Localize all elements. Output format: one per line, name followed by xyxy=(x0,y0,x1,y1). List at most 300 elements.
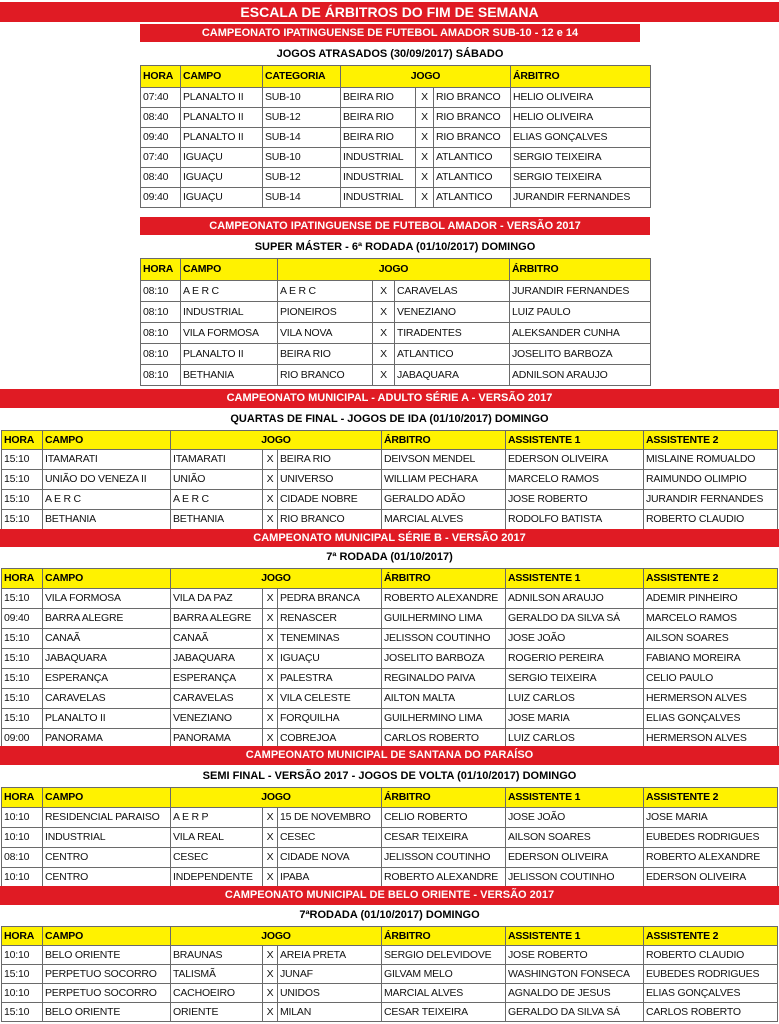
table-cell: X xyxy=(373,281,395,302)
header-arbitro: ÁRBITRO xyxy=(382,927,506,946)
table-cell: JURANDIR FERNANDES xyxy=(511,188,651,208)
table-cell: ROBERTO ALEXANDRE xyxy=(644,848,778,868)
table-row xyxy=(141,344,651,365)
table-cell: 08:10 xyxy=(141,281,181,302)
table-cell: X xyxy=(263,984,278,1003)
table-cell: PLANALTO II xyxy=(181,88,263,108)
table-cell: ELIAS GONÇALVES xyxy=(511,128,651,148)
table-cell: IGUAÇU xyxy=(278,649,382,669)
table-cell: CENTRO xyxy=(43,868,171,888)
table-cell: 09:00 xyxy=(2,729,43,749)
section-title: CAMPEONATO MUNICIPAL DE BELO ORIENTE - VERSÃO 2017 xyxy=(0,886,779,905)
table-row xyxy=(141,108,651,128)
table-cell: VILA NOVA xyxy=(278,323,373,344)
section-subtitle: JOGOS ATRASADOS (30/09/2017) SÁBADO xyxy=(140,44,640,64)
table-cell: X xyxy=(263,868,278,888)
table-cell: BEIRA RIO xyxy=(341,108,416,128)
table-cell: ROBERTO CLAUDIO xyxy=(644,510,778,530)
table-cell: RODOLFO BATISTA xyxy=(506,510,644,530)
table-row xyxy=(2,1003,778,1022)
header-jogo: JOGO xyxy=(171,569,382,589)
table-cell: FORQUILHA xyxy=(278,709,382,729)
table-cell: AILTON MALTA xyxy=(382,689,506,709)
table-cell: 15:10 xyxy=(2,709,43,729)
table-cell: 15:10 xyxy=(2,450,43,470)
table-cell: A E R C xyxy=(171,490,263,510)
table-cell: 10:10 xyxy=(2,946,43,965)
header-assistente-2: ASSISTENTE 2 xyxy=(644,788,778,808)
header-jogo: JOGO xyxy=(171,431,382,450)
table-cell: X xyxy=(263,669,278,689)
schedule-table xyxy=(1,568,778,749)
table-cell: IGUAÇU xyxy=(181,168,263,188)
table-cell: X xyxy=(416,128,434,148)
header-hora: HORA xyxy=(2,431,43,450)
table-cell: JOSE JOÃO xyxy=(506,808,644,828)
table-cell: CESAR TEIXEIRA xyxy=(382,828,506,848)
table-cell: ESPERANÇA xyxy=(43,669,171,689)
table-cell: ITAMARATI xyxy=(43,450,171,470)
table-cell: ATLANTICO xyxy=(434,168,511,188)
table-cell: JUNAF xyxy=(278,965,382,984)
table-cell: WASHINGTON FONSECA xyxy=(506,965,644,984)
table-cell: 09:40 xyxy=(2,609,43,629)
table-cell: PLANALTO II xyxy=(181,108,263,128)
table-cell: JURANDIR FERNANDES xyxy=(644,490,778,510)
table-cell: ITAMARATI xyxy=(171,450,263,470)
table-cell: X xyxy=(373,365,395,386)
table-row xyxy=(2,808,778,828)
table-cell: RIO BRANCO xyxy=(278,510,382,530)
table-cell: JOSE MARIA xyxy=(644,808,778,828)
section-title: CAMPEONATO MUNICIPAL SÉRIE B - VERSÃO 2017 xyxy=(0,529,779,547)
table-cell: X xyxy=(263,629,278,649)
table-cell: BARRA ALEGRE xyxy=(171,609,263,629)
header-categoria: CATEGORIA xyxy=(263,66,341,88)
table-cell: A E R C xyxy=(43,490,171,510)
table-cell: 08:40 xyxy=(141,108,181,128)
table-row xyxy=(2,669,778,689)
table-cell: JOSE JOÃO xyxy=(506,629,644,649)
table-cell: JOSE MARIA xyxy=(506,709,644,729)
table-row xyxy=(2,609,778,629)
table-cell: EUBEDES RODRIGUES xyxy=(644,965,778,984)
table-cell: UNIÃO xyxy=(171,470,263,490)
header-hora: HORA xyxy=(141,259,181,281)
table-row xyxy=(141,188,651,208)
table-cell: AILSON SOARES xyxy=(644,629,778,649)
header-hora: HORA xyxy=(2,788,43,808)
header-assistente-1: ASSISTENTE 1 xyxy=(506,927,644,946)
table-cell: 08:10 xyxy=(141,365,181,386)
table-cell: CARAVELAS xyxy=(395,281,510,302)
section-subtitle: 7ªRODADA (01/10/2017) DOMINGO xyxy=(0,906,779,925)
table-cell: TENEMINAS xyxy=(278,629,382,649)
table-cell: EUBEDES RODRIGUES xyxy=(644,828,778,848)
table-cell: MARCELO RAMOS xyxy=(506,470,644,490)
header-hora: HORA xyxy=(141,66,181,88)
table-cell: 15 DE NOVEMBRO xyxy=(278,808,382,828)
table-cell: 15:10 xyxy=(2,510,43,530)
table-cell: A E R C xyxy=(181,281,278,302)
table-row xyxy=(2,848,778,868)
table-cell: ROGERIO PEREIRA xyxy=(506,649,644,669)
table-cell: RIO BRANCO xyxy=(278,365,373,386)
table-cell: X xyxy=(263,709,278,729)
table-cell: EDERSON OLIVEIRA xyxy=(506,450,644,470)
table-cell: ATLANTICO xyxy=(395,344,510,365)
table-cell: CESEC xyxy=(278,828,382,848)
table-cell: CESEC xyxy=(171,848,263,868)
table-cell: INDUSTRIAL xyxy=(43,828,171,848)
table-cell: CIDADE NOBRE xyxy=(278,490,382,510)
header-jogo: JOGO xyxy=(171,927,382,946)
table-cell: EDERSON OLIVEIRA xyxy=(644,868,778,888)
table-cell: ADNILSON ARAUJO xyxy=(506,589,644,609)
table-cell: JOSELITO BARBOZA xyxy=(510,344,651,365)
table-cell: 15:10 xyxy=(2,589,43,609)
header-campo: CAMPO xyxy=(43,927,171,946)
header-campo: CAMPO xyxy=(181,259,278,281)
table-cell: CACHOEIRO xyxy=(171,984,263,1003)
header-assistente-1: ASSISTENTE 1 xyxy=(506,788,644,808)
table-cell: CELIO PAULO xyxy=(644,669,778,689)
table-row xyxy=(2,470,778,490)
table-cell: VILA CELESTE xyxy=(278,689,382,709)
table-row xyxy=(2,946,778,965)
section-subtitle: 7ª RODADA (01/10/2017) xyxy=(0,548,779,567)
table-cell: SUB-14 xyxy=(263,188,341,208)
section-title: CAMPEONATO MUNICIPAL - ADULTO SÉRIE A - VERSÃO 2017 xyxy=(0,389,779,408)
table-cell: X xyxy=(263,1003,278,1022)
table-cell: X xyxy=(263,848,278,868)
table-cell: ROBERTO CLAUDIO xyxy=(644,946,778,965)
table-cell: BEIRA RIO xyxy=(341,88,416,108)
table-cell: 15:10 xyxy=(2,629,43,649)
table-cell: X xyxy=(416,88,434,108)
table-cell: PANORAMA xyxy=(43,729,171,749)
table-cell: 07:40 xyxy=(141,148,181,168)
table-row xyxy=(2,649,778,669)
table-cell: 10:10 xyxy=(2,828,43,848)
table-cell: JOSE ROBERTO xyxy=(506,946,644,965)
table-cell: CENTRO xyxy=(43,848,171,868)
table-row xyxy=(141,148,651,168)
table-cell: RIO BRANCO xyxy=(434,108,511,128)
table-cell: VILA DA PAZ xyxy=(171,589,263,609)
table-cell: ORIENTE xyxy=(171,1003,263,1022)
table-cell: 10:10 xyxy=(2,984,43,1003)
table-cell: ROBERTO ALEXANDRE xyxy=(382,868,506,888)
table-row xyxy=(141,88,651,108)
schedule-table xyxy=(140,65,651,208)
table-row xyxy=(2,490,778,510)
table-cell: MARCIAL ALVES xyxy=(382,510,506,530)
table-cell: AILSON SOARES xyxy=(506,828,644,848)
table-cell: COBREJOA xyxy=(278,729,382,749)
table-cell: AGNALDO DE JESUS xyxy=(506,984,644,1003)
table-cell: SERGIO TEIXEIRA xyxy=(511,168,651,188)
table-cell: CANAÃ xyxy=(43,629,171,649)
table-cell: GERALDO DA SILVA SÁ xyxy=(506,609,644,629)
table-cell: ADNILSON ARAUJO xyxy=(510,365,651,386)
table-cell: X xyxy=(263,609,278,629)
section-title: CAMPEONATO IPATINGUENSE DE FUTEBOL AMADOR - VERSÃO 2017 xyxy=(140,217,650,235)
table-cell: PLANALTO II xyxy=(181,128,263,148)
table-cell: X xyxy=(263,589,278,609)
table-row xyxy=(141,302,651,323)
header-arbitro: ÁRBITRO xyxy=(382,569,506,589)
table-cell: BEIRA RIO xyxy=(341,128,416,148)
table-cell: UNIDOS xyxy=(278,984,382,1003)
table-cell: VILA FORMOSA xyxy=(43,589,171,609)
section-subtitle: QUARTAS DE FINAL - JOGOS DE IDA (01/10/2017) DOMINGO xyxy=(0,409,779,429)
table-cell: X xyxy=(416,148,434,168)
table-cell: SERGIO TEIXEIRA xyxy=(511,148,651,168)
table-cell: AREIA PRETA xyxy=(278,946,382,965)
section-title: CAMPEONATO IPATINGUENSE DE FUTEBOL AMADOR SUB-10 - 12 e 14 xyxy=(140,24,640,42)
table-cell: SERGIO DELEVIDOVE xyxy=(382,946,506,965)
table-row xyxy=(2,828,778,848)
table-cell: GERALDO DA SILVA SÁ xyxy=(506,1003,644,1022)
table-cell: BRAUNAS xyxy=(171,946,263,965)
table-cell: BETHANIA xyxy=(181,365,278,386)
table-row xyxy=(2,965,778,984)
table-cell: BETHANIA xyxy=(43,510,171,530)
table-cell: ELIAS GONÇALVES xyxy=(644,984,778,1003)
table-row xyxy=(2,689,778,709)
table-cell: BARRA ALEGRE xyxy=(43,609,171,629)
table-cell: JOSELITO BARBOZA xyxy=(382,649,506,669)
table-row xyxy=(141,168,651,188)
table-cell: WILLIAM PECHARA xyxy=(382,470,506,490)
table-cell: CARLOS ROBERTO xyxy=(644,1003,778,1022)
table-cell: PALESTRA xyxy=(278,669,382,689)
table-row xyxy=(2,868,778,888)
table-cell: VILA REAL xyxy=(171,828,263,848)
table-cell: UNIÃO DO VENEZA II xyxy=(43,470,171,490)
table-cell: JOSE ROBERTO xyxy=(506,490,644,510)
table-cell: JABAQUARA xyxy=(171,649,263,669)
table-cell: CARAVELAS xyxy=(43,689,171,709)
header-hora: HORA xyxy=(2,569,43,589)
table-cell: PIONEIROS xyxy=(278,302,373,323)
table-cell: X xyxy=(263,649,278,669)
table-cell: X xyxy=(416,188,434,208)
table-cell: HERMERSON ALVES xyxy=(644,689,778,709)
table-cell: 09:40 xyxy=(141,188,181,208)
table-cell: SUB-10 xyxy=(263,88,341,108)
table-cell: ALEKSANDER CUNHA xyxy=(510,323,651,344)
table-cell: CANAÃ xyxy=(171,629,263,649)
table-cell: PLANALTO II xyxy=(181,344,278,365)
table-row xyxy=(2,450,778,470)
table-row xyxy=(2,510,778,530)
table-cell: BELO ORIENTE xyxy=(43,946,171,965)
table-row xyxy=(2,984,778,1003)
header-jogo: JOGO xyxy=(341,66,511,88)
table-cell: SUB-10 xyxy=(263,148,341,168)
table-cell: BEIRA RIO xyxy=(278,450,382,470)
table-cell: IPABA xyxy=(278,868,382,888)
header-campo: CAMPO xyxy=(181,66,263,88)
table-cell: 08:40 xyxy=(141,168,181,188)
table-cell: FABIANO MOREIRA xyxy=(644,649,778,669)
table-cell: JABAQUARA xyxy=(395,365,510,386)
table-cell: JELISSON COUTINHO xyxy=(382,629,506,649)
table-cell: 08:10 xyxy=(141,302,181,323)
table-cell: INDUSTRIAL xyxy=(341,188,416,208)
table-cell: MARCIAL ALVES xyxy=(382,984,506,1003)
table-cell: VENEZIANO xyxy=(171,709,263,729)
table-cell: 08:10 xyxy=(141,344,181,365)
table-cell: SERGIO TEIXEIRA xyxy=(506,669,644,689)
table-cell: ESPERANÇA xyxy=(171,669,263,689)
table-cell: X xyxy=(263,808,278,828)
table-cell: RENASCER xyxy=(278,609,382,629)
table-cell: CARLOS ROBERTO xyxy=(382,729,506,749)
table-cell: IGUAÇU xyxy=(181,148,263,168)
table-cell: 15:10 xyxy=(2,1003,43,1022)
table-row xyxy=(141,365,651,386)
header-assistente-2: ASSISTENTE 2 xyxy=(644,431,778,450)
table-cell: GUILHERMINO LIMA xyxy=(382,709,506,729)
header-assistente-2: ASSISTENTE 2 xyxy=(644,927,778,946)
header-hora: HORA xyxy=(2,927,43,946)
table-cell: ROBERTO ALEXANDRE xyxy=(382,589,506,609)
table-cell: CIDADE NOVA xyxy=(278,848,382,868)
table-cell: EDERSON OLIVEIRA xyxy=(506,848,644,868)
table-cell: INDEPENDENTE xyxy=(171,868,263,888)
table-cell: GERALDO ADÃO xyxy=(382,490,506,510)
table-cell: X xyxy=(416,168,434,188)
table-cell: HERMERSON ALVES xyxy=(644,729,778,749)
table-cell: HELIO OLIVEIRA xyxy=(511,88,651,108)
table-row xyxy=(2,589,778,609)
table-cell: X xyxy=(263,729,278,749)
header-campo: CAMPO xyxy=(43,788,171,808)
table-cell: INDUSTRIAL xyxy=(341,148,416,168)
table-cell: PEDRA BRANCA xyxy=(278,589,382,609)
table-cell: 08:10 xyxy=(2,848,43,868)
table-row xyxy=(141,128,651,148)
table-cell: GILVAM MELO xyxy=(382,965,506,984)
table-cell: TIRADENTES xyxy=(395,323,510,344)
schedule-table xyxy=(1,787,778,888)
schedule-table xyxy=(1,430,778,530)
header-campo: CAMPO xyxy=(43,569,171,589)
table-cell: 15:10 xyxy=(2,965,43,984)
table-cell: RESIDENCIAL PARAISO xyxy=(43,808,171,828)
table-row xyxy=(2,629,778,649)
table-cell: LUIZ PAULO xyxy=(510,302,651,323)
table-row xyxy=(2,709,778,729)
table-cell: A E R C xyxy=(278,281,373,302)
table-cell: X xyxy=(263,946,278,965)
table-cell: INDUSTRIAL xyxy=(181,302,278,323)
schedule-table xyxy=(140,258,651,386)
table-cell: MARCELO RAMOS xyxy=(644,609,778,629)
header-arbitro: ÁRBITRO xyxy=(510,259,651,281)
table-cell: PERPETUO SOCORRO xyxy=(43,965,171,984)
table-cell: VENEZIANO xyxy=(395,302,510,323)
table-cell: PLANALTO II xyxy=(43,709,171,729)
table-cell: SUB-12 xyxy=(263,108,341,128)
table-cell: X xyxy=(373,344,395,365)
table-cell: 15:10 xyxy=(2,669,43,689)
table-cell: RAIMUNDO OLIMPIO xyxy=(644,470,778,490)
table-cell: CARAVELAS xyxy=(171,689,263,709)
header-assistente-1: ASSISTENTE 1 xyxy=(506,569,644,589)
table-cell: 10:10 xyxy=(2,808,43,828)
table-cell: RIO BRANCO xyxy=(434,128,511,148)
table-cell: HELIO OLIVEIRA xyxy=(511,108,651,128)
section-title: CAMPEONATO MUNICIPAL DE SANTANA DO PARAÍSO xyxy=(0,746,779,765)
header-arbitro: ÁRBITRO xyxy=(511,66,651,88)
table-cell: JURANDIR FERNANDES xyxy=(510,281,651,302)
header-jogo: JOGO xyxy=(171,788,382,808)
table-cell: BEIRA RIO xyxy=(278,344,373,365)
table-cell: 15:10 xyxy=(2,689,43,709)
table-cell: X xyxy=(263,689,278,709)
section-subtitle: SEMI FINAL - VERSÃO 2017 - JOGOS DE VOLTA (01/10/2017) DOMINGO xyxy=(0,766,779,786)
table-cell: JELISSON COUTINHO xyxy=(506,868,644,888)
table-cell: X xyxy=(263,965,278,984)
table-cell: X xyxy=(263,828,278,848)
page-title: ESCALA DE ÁRBITROS DO FIM DE SEMANA xyxy=(0,2,779,22)
table-cell: X xyxy=(263,470,278,490)
table-cell: 15:10 xyxy=(2,490,43,510)
table-cell: BELO ORIENTE xyxy=(43,1003,171,1022)
header-arbitro: ÁRBITRO xyxy=(382,431,506,450)
table-cell: CELIO ROBERTO xyxy=(382,808,506,828)
table-cell: REGINALDO PAIVA xyxy=(382,669,506,689)
table-cell: IGUAÇU xyxy=(181,188,263,208)
table-cell: X xyxy=(263,510,278,530)
table-cell: JELISSON COUTINHO xyxy=(382,848,506,868)
table-cell: RIO BRANCO xyxy=(434,88,511,108)
section-subtitle: SUPER MÁSTER - 6ª RODADA (01/10/2017) DOMINGO xyxy=(140,237,650,257)
table-cell: ATLANTICO xyxy=(434,188,511,208)
table-cell: PANORAMA xyxy=(171,729,263,749)
table-cell: INDUSTRIAL xyxy=(341,168,416,188)
table-cell: VILA FORMOSA xyxy=(181,323,278,344)
table-cell: JABAQUARA xyxy=(43,649,171,669)
table-cell: SUB-12 xyxy=(263,168,341,188)
table-cell: 10:10 xyxy=(2,868,43,888)
table-cell: SUB-14 xyxy=(263,128,341,148)
table-cell: 09:40 xyxy=(141,128,181,148)
table-cell: X xyxy=(373,323,395,344)
table-cell: 15:10 xyxy=(2,470,43,490)
table-cell: LUIZ CARLOS xyxy=(506,729,644,749)
table-cell: 15:10 xyxy=(2,649,43,669)
header-arbitro: ÁRBITRO xyxy=(382,788,506,808)
header-campo: CAMPO xyxy=(43,431,171,450)
table-cell: GUILHERMINO LIMA xyxy=(382,609,506,629)
table-cell: A E R P xyxy=(171,808,263,828)
table-cell: 08:10 xyxy=(141,323,181,344)
table-cell: 07:40 xyxy=(141,88,181,108)
table-row xyxy=(141,323,651,344)
table-cell: X xyxy=(263,450,278,470)
header-assistente-2: ASSISTENTE 2 xyxy=(644,569,778,589)
table-cell: PERPETUO SOCORRO xyxy=(43,984,171,1003)
schedule-table xyxy=(1,926,778,1022)
table-cell: MISLAINE ROMUALDO xyxy=(644,450,778,470)
table-cell: TALISMÃ xyxy=(171,965,263,984)
table-cell: ADEMIR PINHEIRO xyxy=(644,589,778,609)
